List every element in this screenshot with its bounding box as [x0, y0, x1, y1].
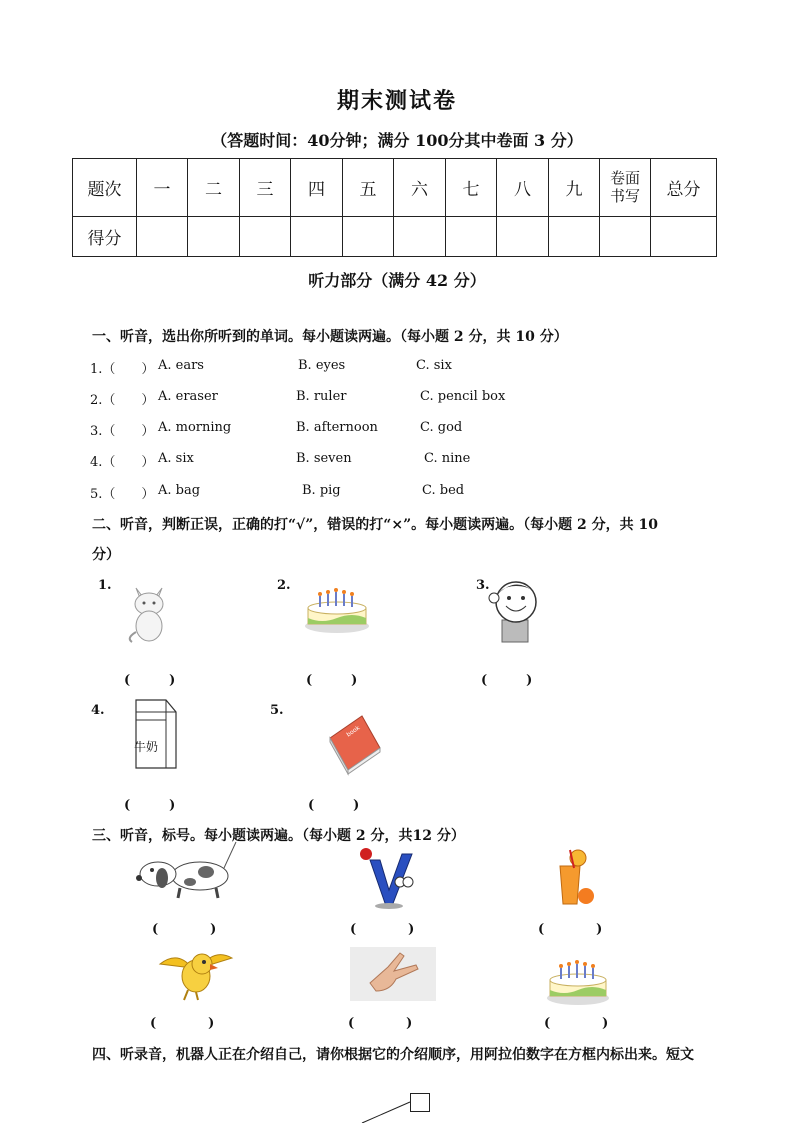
milk-carton-icon: [130, 698, 180, 770]
q5-option-c: C. bed: [422, 483, 465, 498]
score-table: [72, 158, 717, 257]
score-table-score-row: [73, 216, 717, 256]
letter-v-icon: [356, 846, 420, 910]
score-cell[interactable]: [497, 216, 549, 256]
score-cell[interactable]: [549, 216, 600, 256]
s2-item2-number: 2.: [277, 578, 291, 593]
s3-item5-answer[interactable]: ( ): [348, 1016, 413, 1031]
q1-number[interactable]: 1.（ ）: [90, 362, 155, 377]
section4-heading: 四、听录音，机器人正在介绍自己，请你根据它的介绍顺序，用阿拉伯数字在方框内标出来。短文: [92, 1047, 694, 1063]
q1-option-b: B. eyes: [298, 358, 346, 373]
score-cell[interactable]: [137, 216, 188, 256]
section1-heading: 一、听音，选出你所听到的单词。每小题读两遍。（每小题 2 分，共 10 分）: [92, 329, 568, 345]
score-cell[interactable]: [188, 216, 240, 256]
header-cell: 四: [291, 159, 343, 217]
boy-icon: [488, 576, 544, 644]
q3-option-b: B. afternoon: [296, 420, 378, 435]
q3-option-c: C. god: [420, 420, 463, 435]
q5-option-a: A. bag: [158, 483, 201, 498]
score-cell[interactable]: [291, 216, 343, 256]
q4-option-c: C. nine: [424, 451, 471, 466]
q4-option-b: B. seven: [296, 451, 352, 466]
header-cell-handwriting-text: 卷面书写: [609, 169, 640, 206]
exam-info: （答题时间：40分钟；满分 100分其中卷面 3 分）: [211, 131, 583, 150]
header-cell: 八: [497, 159, 549, 217]
q5-number[interactable]: 5.（ ）: [90, 487, 155, 502]
birthday-cake-icon: [304, 588, 370, 634]
header-cell: 二: [188, 159, 240, 217]
section2-heading-line2: 分）: [92, 547, 120, 563]
bird-icon: [158, 944, 234, 1002]
s2-item5-answer[interactable]: ( ): [308, 798, 360, 813]
s2-item5-number: 5.: [270, 703, 284, 718]
robot-order-answer-box[interactable]: [410, 1093, 430, 1112]
header-cell: 五: [343, 159, 394, 217]
section2-heading-line1: 二、听音，判断正误，正确的打“√”，错误的打“×”。每小题读两遍。（每小题 2 分，共 10: [92, 517, 658, 533]
s2-item3-number: 3.: [476, 578, 490, 593]
score-row-label: 得分: [73, 216, 137, 256]
orange-juice-icon: [552, 848, 596, 908]
q4-number[interactable]: 4.（ ）: [90, 455, 155, 470]
score-cell[interactable]: [651, 216, 717, 256]
header-cell: 六: [394, 159, 446, 217]
q2-option-c: C. pencil box: [420, 389, 506, 404]
q4-option-a: A. six: [158, 451, 194, 466]
q2-option-a: A. eraser: [158, 389, 218, 404]
cat-icon: [124, 580, 174, 644]
s2-item2-answer[interactable]: ( ): [306, 673, 358, 688]
q3-option-a: A. morning: [158, 420, 232, 435]
milk-label: 牛奶: [134, 740, 159, 754]
header-cell: 三: [240, 159, 291, 217]
section3-heading: 三、听音，标号。每小题读两遍。（每小题 2 分，共12 分）: [92, 828, 465, 844]
s2-item3-answer[interactable]: ( ): [481, 673, 533, 688]
q2-number[interactable]: 2.（ ）: [90, 393, 155, 408]
header-cell: 七: [446, 159, 497, 217]
page-title: 期末测试卷: [336, 88, 457, 114]
q5-option-b: B. pig: [302, 483, 341, 498]
s3-item2-answer[interactable]: ( ): [350, 922, 415, 937]
header-cell: 一: [137, 159, 188, 217]
header-cell: 总分: [651, 159, 717, 217]
score-cell[interactable]: [446, 216, 497, 256]
header-cell: 题次: [73, 159, 137, 217]
q1-option-c: C. six: [416, 358, 452, 373]
s2-item4-answer[interactable]: ( ): [124, 798, 176, 813]
q3-number[interactable]: 3.（ ）: [90, 424, 155, 439]
hand-gesture-photo: [350, 947, 436, 1001]
header-cell: 九: [549, 159, 600, 217]
header-cell-handwriting: [600, 159, 651, 217]
s2-item1-answer[interactable]: ( ): [124, 673, 176, 688]
book-label: book: [345, 724, 362, 739]
s3-item3-answer[interactable]: ( ): [538, 922, 603, 937]
score-cell[interactable]: [600, 216, 651, 256]
birthday-cake-icon-2: [546, 960, 610, 1006]
score-cell[interactable]: [394, 216, 446, 256]
s3-item1-answer[interactable]: ( ): [152, 922, 217, 937]
s2-item4-number: 4.: [91, 703, 105, 718]
score-cell[interactable]: [240, 216, 291, 256]
book-icon: [326, 712, 382, 772]
dog-icon: [136, 840, 240, 900]
score-cell[interactable]: [343, 216, 394, 256]
listening-section-title: 听力部分（满分 42 分）: [308, 271, 486, 290]
q1-option-a: A. ears: [158, 358, 204, 373]
q2-option-b: B. ruler: [296, 389, 347, 404]
s3-item4-answer[interactable]: ( ): [150, 1016, 215, 1031]
s2-item1-number: 1.: [98, 578, 112, 593]
score-table-header-row: [73, 159, 717, 217]
s3-item6-answer[interactable]: ( ): [544, 1016, 609, 1031]
